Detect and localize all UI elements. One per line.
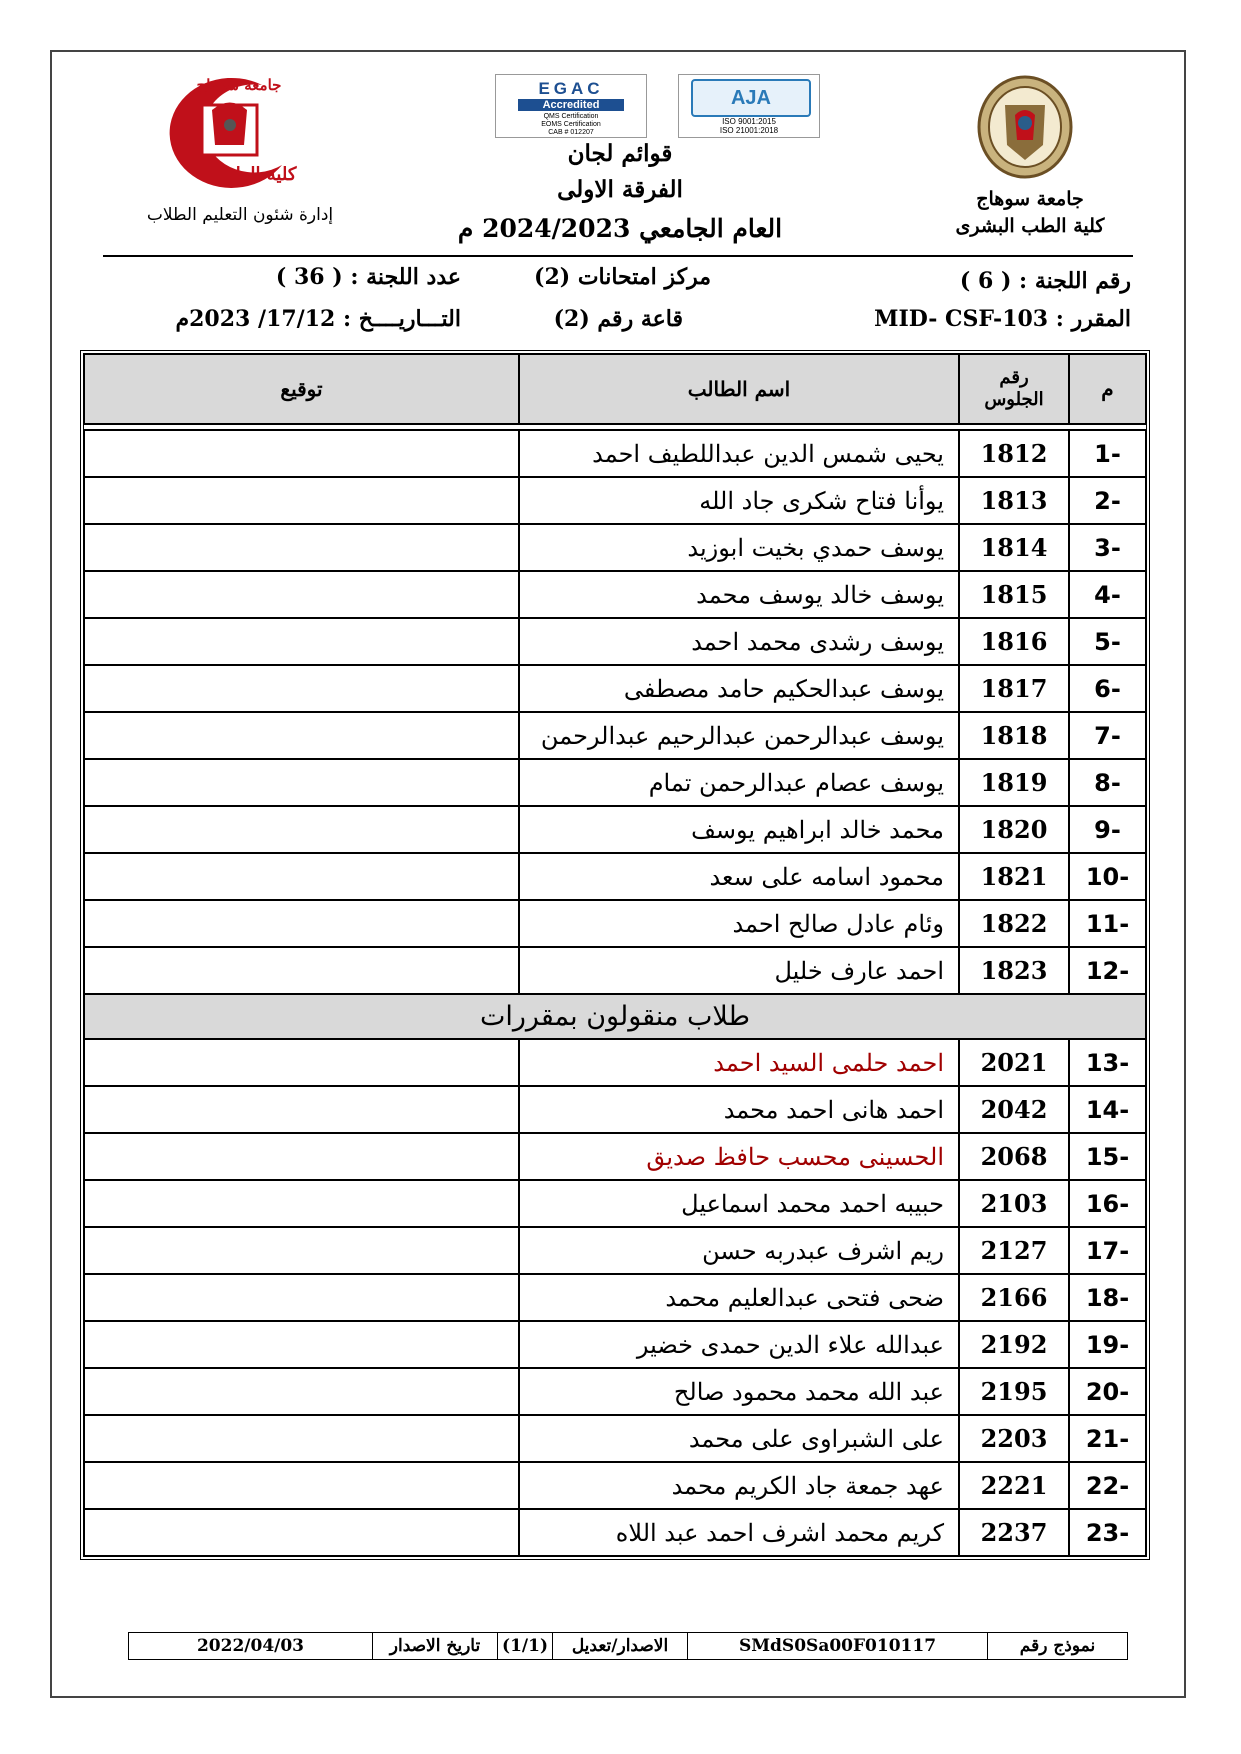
table-row [84,665,1146,712]
row-student-name: يوسف حمدي بخيت ابوزيد [519,524,959,571]
row-student-name: يوسف عبدالرحمن عبدالرحيم عبدالرحمن [519,712,959,759]
row-signature-cell [84,1274,519,1321]
row-student-name: محمود اسامه على سعد [519,853,959,900]
footer-issue-label: تاريخ الاصدار [372,1633,497,1659]
row-seat-number: 1820 [959,806,1069,853]
left-logo-text-top: جامعة سوهاج [196,76,282,94]
table-row [84,524,1146,571]
university-seal-logo [975,75,1075,180]
row-seat-number: 2166 [959,1274,1069,1321]
egac-accreditation-logo [495,74,647,138]
students-table [80,350,1150,1560]
table-row [84,1227,1146,1274]
row-seat-number: 1821 [959,853,1069,900]
transferred-students-heading-row [84,994,1146,1039]
row-signature-cell [84,1321,519,1368]
table-row [84,712,1146,759]
row-seat-number: 1823 [959,947,1069,994]
table-row [84,1039,1146,1086]
footer-version-label: الاصدار/تعديل [552,1633,687,1659]
header-university-name: جامعة سوهاج [976,188,1084,210]
title-committee-lists: قوائم لجان [567,140,673,167]
row-student-name: ريم اشرف عبدربه حسن [519,1227,959,1274]
row-student-name: يحيى شمس الدين عبداللطيف احمد [519,430,959,477]
row-serial: -18 [1069,1274,1146,1321]
row-seat-number: 2221 [959,1462,1069,1509]
header-faculty-name: كلية الطب البشرى [955,215,1105,237]
row-student-name: احمد حلمى السيد احمد [519,1039,959,1086]
row-student-name: عهد جمعة جاد الكريم محمد [519,1462,959,1509]
row-signature-cell [84,524,519,571]
footer-version: (1/1) [497,1633,552,1659]
row-seat-number: 1816 [959,618,1069,665]
row-seat-number: 2103 [959,1180,1069,1227]
table-row [84,806,1146,853]
row-serial: -3 [1069,524,1146,571]
header-student-affairs: إدارة شئون التعليم الطلاب [146,205,334,225]
row-student-name: حبيبه احمد محمد اسماعيل [519,1180,959,1227]
row-seat-number: 1819 [959,759,1069,806]
row-signature-cell [84,1227,519,1274]
row-seat-number: 2192 [959,1321,1069,1368]
exam-date: التـــاريــــخ : 17/12/ 2023م [175,306,461,332]
row-serial: -7 [1069,712,1146,759]
row-student-name: يوأنا فتاح شكرى جاد الله [519,477,959,524]
row-serial: -2 [1069,477,1146,524]
committee-number: رقم اللجنة : ( 6 ) [959,268,1131,294]
student-rows-group-1 [84,430,1146,994]
table-row [84,1368,1146,1415]
row-seat-number: 1818 [959,712,1069,759]
row-signature-cell [84,1415,519,1462]
footer-form-label: نموذج رقم [987,1633,1127,1659]
faculty-of-medicine-logo [112,70,312,195]
row-student-name: كريم محمد اشرف احمد عبد اللاه [519,1509,959,1556]
egac-line-2: EOMS Certification [541,121,601,128]
row-serial: -11 [1069,900,1146,947]
row-seat-number: 1822 [959,900,1069,947]
col-header-signature: توقيع [84,354,519,424]
row-student-name: عبدالله علاء الدين حمدى خضير [519,1321,959,1368]
row-signature-cell [84,806,519,853]
row-serial: -22 [1069,1462,1146,1509]
table-row [84,1509,1146,1556]
row-serial: -20 [1069,1368,1146,1415]
row-student-name: محمد خالد ابراهيم يوسف [519,806,959,853]
table-row [84,477,1146,524]
table-row [84,1321,1146,1368]
row-serial: -6 [1069,665,1146,712]
row-signature-cell [84,759,519,806]
row-serial: -5 [1069,618,1146,665]
col-header-name: اسم الطالب [519,354,959,424]
row-signature-cell [84,947,519,994]
table-row [84,853,1146,900]
row-seat-number: 1813 [959,477,1069,524]
row-seat-number: 2203 [959,1415,1069,1462]
row-seat-number: 2195 [959,1368,1069,1415]
header-divider [103,255,1133,257]
course-code: المقرر : MID- CSF-103 [874,306,1131,332]
row-signature-cell [84,1133,519,1180]
row-signature-cell [84,1368,519,1415]
row-serial: -16 [1069,1180,1146,1227]
row-signature-cell [84,571,519,618]
row-student-name: احمد عارف خليل [519,947,959,994]
row-student-name: يوسف عبدالحكيم حامد مصطفى [519,665,959,712]
transferred-heading-group [84,994,1146,1039]
row-serial: -13 [1069,1039,1146,1086]
aja-text: AJA [691,79,811,117]
egac-accredited-text: Accredited [518,99,624,111]
student-rows-group-2 [84,1039,1146,1556]
row-signature-cell [84,1462,519,1509]
exam-center: مركز امتحانات (2) [534,264,711,290]
table-row [84,1086,1146,1133]
row-signature-cell [84,477,519,524]
row-serial: -8 [1069,759,1146,806]
row-signature-cell [84,1039,519,1086]
footer-form-code: SMdS0Sa00F010117 [687,1633,987,1659]
table-row [84,618,1146,665]
row-signature-cell [84,712,519,759]
transferred-students-heading: طلاب منقولون بمقررات [84,994,1146,1039]
table-row [84,947,1146,994]
row-student-name: وئام عادل صالح احمد [519,900,959,947]
row-student-name: ضحى فتحى عبدالعليم محمد [519,1274,959,1321]
row-seat-number: 1814 [959,524,1069,571]
row-serial: -9 [1069,806,1146,853]
row-signature-cell [84,1086,519,1133]
row-serial: -4 [1069,571,1146,618]
table-row [84,759,1146,806]
row-student-name: يوسف عصام عبدالرحمن تمام [519,759,959,806]
row-serial: -15 [1069,1133,1146,1180]
row-seat-number: 2068 [959,1133,1069,1180]
table-row [84,430,1146,477]
row-student-name: يوسف خالد يوسف محمد [519,571,959,618]
egac-text: EGAC [538,79,604,98]
row-serial: -17 [1069,1227,1146,1274]
row-seat-number: 2127 [959,1227,1069,1274]
row-seat-number: 2021 [959,1039,1069,1086]
table-header-row [84,354,1146,424]
row-serial: -21 [1069,1415,1146,1462]
table-row [84,1274,1146,1321]
left-logo-text-bottom: كلية الطب [217,164,297,185]
title-academic-year: العام الجامعي 2024/2023 م [457,214,783,243]
table-row [84,1180,1146,1227]
footer-issue-date: 2022/04/03 [196,1636,305,1656]
iso-9001-text: ISO 9001:2015 [722,117,776,126]
row-serial: -12 [1069,947,1146,994]
table-row [84,1415,1146,1462]
row-seat-number: 1817 [959,665,1069,712]
col-header-serial: م [1069,354,1146,424]
egac-line-3: CAB # 012207 [548,129,594,136]
row-serial: -14 [1069,1086,1146,1133]
row-signature-cell [84,430,519,477]
row-student-name: الحسينى محسب حافظ صديق [519,1133,959,1180]
row-seat-number: 2042 [959,1086,1069,1133]
row-student-name: احمد هانى احمد محمد [519,1086,959,1133]
aja-certification-logo [678,74,820,138]
table-row [84,900,1146,947]
iso-21001-text: ISO 21001:2018 [719,126,779,135]
row-serial: -19 [1069,1321,1146,1368]
row-signature-cell [84,1509,519,1556]
row-seat-number: 1815 [959,571,1069,618]
row-signature-cell [84,665,519,712]
row-serial: -10 [1069,853,1146,900]
row-signature-cell [84,900,519,947]
row-serial: -1 [1069,430,1146,477]
table-row [84,571,1146,618]
row-seat-number: 1812 [959,430,1069,477]
col-header-seat: رقم الجلوس [959,354,1069,424]
egac-line-1: QMS Certification [543,113,599,120]
document-footer [128,1632,1128,1660]
row-signature-cell [84,618,519,665]
row-seat-number: 2237 [959,1509,1069,1556]
hall-number: قاعة رقم (2) [553,306,683,332]
table-row [84,1462,1146,1509]
row-serial: -23 [1069,1509,1146,1556]
row-signature-cell [84,1180,519,1227]
row-student-name: على الشبراوى على محمد [519,1415,959,1462]
row-signature-cell [84,853,519,900]
row-student-name: عبد الله محمد محمود صالح [519,1368,959,1415]
committee-count: عدد اللجنة : ( 36 ) [275,264,461,290]
title-year-level: الفرقة الاولى [557,176,683,203]
table-row [84,1133,1146,1180]
row-student-name: يوسف رشدى محمد احمد [519,618,959,665]
